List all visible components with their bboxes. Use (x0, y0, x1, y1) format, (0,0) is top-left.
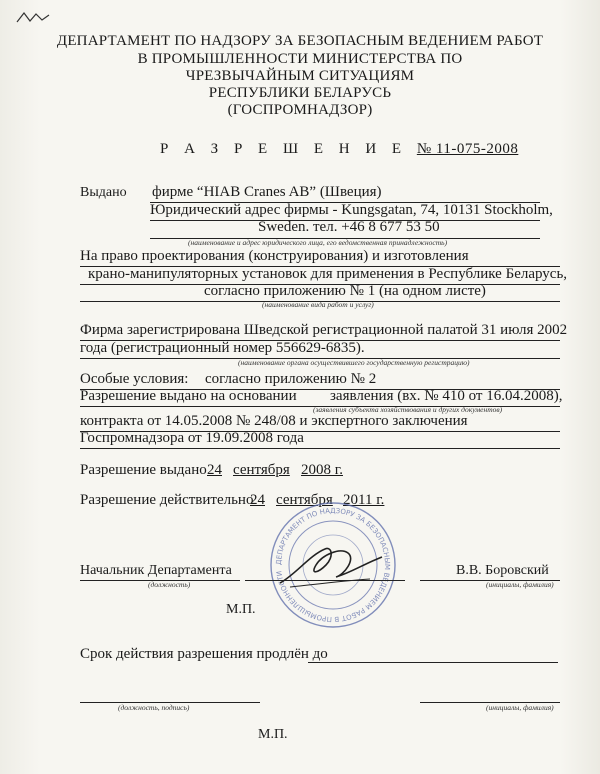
registration-caption: (наименование органа осуществившего государственную регистрацию) (238, 358, 470, 367)
head-name-caption: (инициалы, фамилия) (486, 580, 554, 589)
issued-date-label: Разрешение выдано (80, 462, 207, 478)
head-mp: М.П. (226, 602, 256, 617)
header-line-5: (ГОСПРОМНАДЗОР) (227, 102, 373, 118)
valid-month: сентября (276, 492, 333, 508)
header-line-3: ЧРЕЗВЫЧАЙНЫМ СИТУАЦИЯМ (185, 68, 415, 84)
svg-text:ДЕПАРТАМЕНТ ПО НАДЗОРУ ЗА БЕЗО: ДЕПАРТАМЕНТ ПО НАДЗОРУ ЗА БЕЗОПАСНЫМ ВЕДЕНИЕМ РАБОТ В ПРОМЫШЛЕННОСТИ (274, 506, 392, 624)
right-line-1: На право проектирования (конструирования) и изготовления (80, 248, 469, 264)
special-value: согласно приложению № 2 (205, 371, 377, 387)
basis-caption: (заявления субъекта хозяйствования и других документов) (313, 405, 503, 414)
basis-label: Разрешение выдано на основании (80, 388, 297, 404)
extension-mp: М.П. (258, 727, 288, 742)
registration-line-1: Фирма зарегистрирована Шведской регистрационной палатой 31 июля 2002 (80, 322, 568, 338)
issued-line-2: Юридический адрес фирмы - Kungsgatan, 74, 10131 Stockholm, (150, 202, 553, 218)
issued-date-month: сентября (233, 462, 290, 478)
extension-sign-caption: (должность, подпись) (118, 703, 190, 712)
header-line-2: В ПРОМЫШЛЕННОСТИ МИНИСТЕРСТВА ПО (137, 51, 463, 67)
header-line-4: РЕСПУБЛИКИ БЕЛАРУСЬ (208, 85, 392, 101)
permit-number: № 11-075-2008 (416, 141, 519, 157)
title-word: Р А З Р Е Ш Е Н И Е (160, 141, 408, 157)
issued-date-day: 24 (207, 462, 222, 478)
basis-value: заявления (вх. № 410 от 16.04.2008), (330, 388, 563, 404)
document-title (160, 141, 518, 158)
basis-line-3: Госпромнадзора от 19.09.2008 года (80, 430, 304, 446)
head-name: В.В. Боровский (456, 563, 549, 578)
issued-caption: (наименование и адрес юридического лица, его ведомственная принадлежность) (188, 238, 448, 247)
basis-line-2: контракта от 14.05.2008 № 248/08 и экспертного заключения (80, 413, 468, 429)
special-label: Особые условия: (80, 371, 189, 387)
signature (270, 535, 390, 595)
extension-name-caption: (инициалы, фамилия) (486, 703, 554, 712)
registration-line-2: года (регистрационный номер 556629-6835). (80, 340, 365, 356)
head-position: Начальник Департамента (80, 563, 232, 578)
issued-date-year: 2008 г. (301, 462, 343, 478)
valid-label: Разрешение действительно (80, 492, 254, 508)
issued-label: Выдано (80, 185, 127, 200)
header-line-1: ДЕПАРТАМЕНТ ПО НАДЗОРУ ЗА БЕЗОПАСНЫМ ВЕДЕНИЕМ РАБОТ (56, 33, 544, 49)
valid-year: 2011 г. (343, 492, 385, 508)
extension-label: Срок действия разрешения продлён до (80, 646, 328, 662)
valid-day: 24 (250, 492, 265, 508)
head-position-caption: (должность) (148, 580, 191, 589)
right-line-3: согласно приложению № 1 (на одном листе) (204, 283, 486, 299)
right-line-2: крано-манипуляторных установок для применения в Республике Беларусь, (88, 266, 568, 282)
issued-line-3: Sweden. тел. +46 8 677 53 50 (258, 219, 440, 235)
right-caption: (наименование вида работ и услуг) (262, 300, 374, 309)
issued-line-1: фирме “HIAB Cranes AB” (Швеция) (152, 184, 382, 200)
handwritten-mark-icon (14, 10, 54, 26)
